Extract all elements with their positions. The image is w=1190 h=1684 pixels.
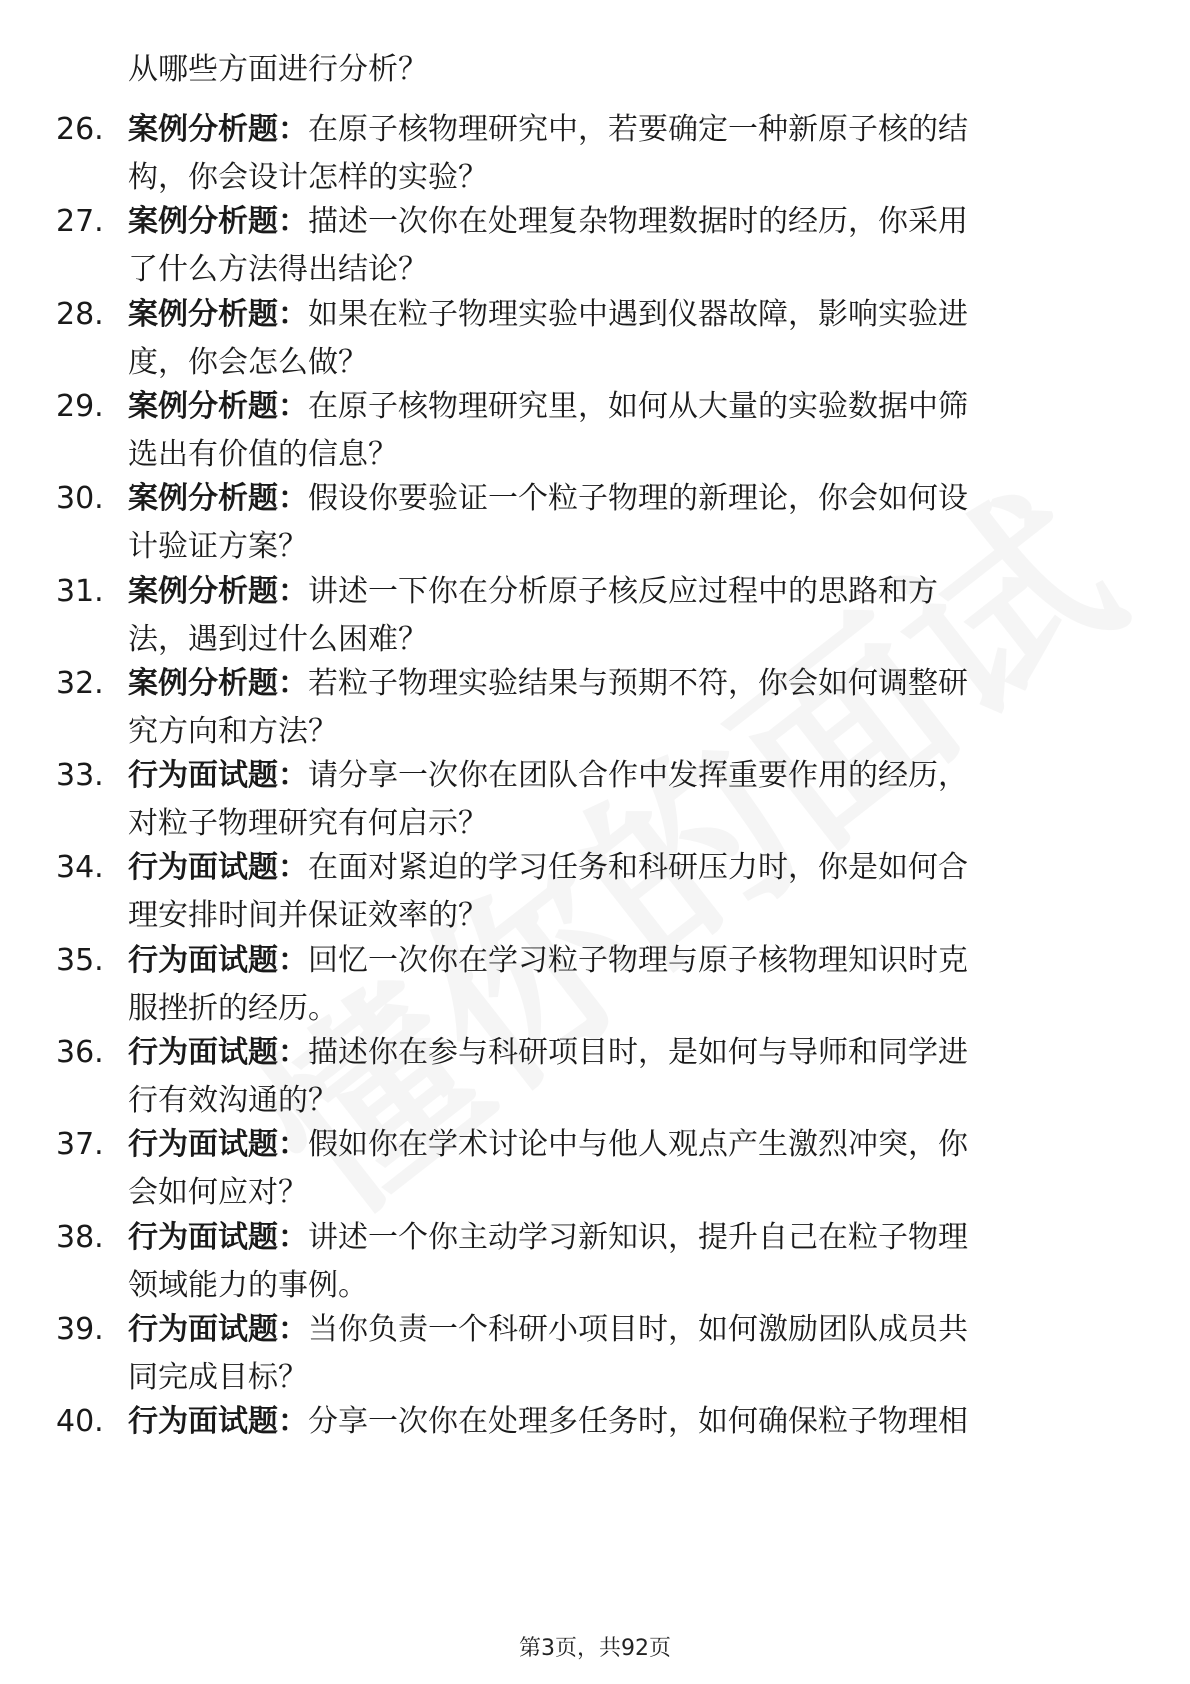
question-text <box>128 848 1128 944</box>
question-text <box>128 387 1128 483</box>
question-number: 28. <box>56 297 104 332</box>
page-footer: 第3页，共92页 <box>519 1636 671 1661</box>
question-text <box>128 1310 1128 1406</box>
question-line-2: 度，你会怎么做？ <box>128 345 368 380</box>
question-number: 36. <box>56 1035 104 1070</box>
question-line-1 <box>128 1125 1128 1173</box>
question-category: 案例分析题： <box>128 481 308 516</box>
question-category: 案例分析题： <box>128 666 308 701</box>
question-line-1 <box>128 1033 1128 1081</box>
question-body-1: 假设你要验证一个粒子物理的新理论，你会如何设 <box>308 481 968 516</box>
question-line-1 <box>128 664 1128 712</box>
question-number: 37. <box>56 1127 104 1162</box>
question-category: 行为面试题： <box>128 850 308 885</box>
question-number: 31. <box>56 574 104 609</box>
question-category: 行为面试题： <box>128 943 308 978</box>
question-text <box>128 1402 1128 1450</box>
question-text <box>128 941 1128 1037</box>
question-category: 案例分析题： <box>128 389 308 424</box>
question-line-2: 行有效沟通的？ <box>128 1083 338 1118</box>
question-category: 行为面试题： <box>128 758 308 793</box>
question-line-2: 对粒子物理研究有何启示？ <box>128 806 488 841</box>
question-line-1 <box>128 295 1128 343</box>
question-body-1: 请分享一次你在团队合作中发挥重要作用的经历， <box>308 758 968 793</box>
question-line-2: 领域能力的事例。 <box>128 1268 368 1303</box>
question-number: 30. <box>56 481 104 516</box>
question-category: 行为面试题： <box>128 1312 308 1347</box>
question-category: 行为面试题： <box>128 1220 308 1255</box>
question-number: 40. <box>56 1404 104 1439</box>
question-text <box>128 664 1128 760</box>
question-line-2: 服挫折的经历。 <box>128 991 338 1026</box>
question-line-1 <box>128 387 1128 435</box>
question-category: 行为面试题： <box>128 1035 308 1070</box>
question-body-1: 若粒子物理实验结果与预期不符，你会如何调整研 <box>308 666 968 701</box>
question-text <box>128 110 1128 206</box>
question-line-2: 了什么方法得出结论？ <box>128 252 428 287</box>
question-line-2: 选出有价值的信息？ <box>128 437 398 472</box>
question-line-2: 法，遇到过什么困难？ <box>128 622 428 657</box>
question-line-2: 会如何应对？ <box>128 1175 308 1210</box>
question-number: 29. <box>56 389 104 424</box>
question-category: 行为面试题： <box>128 1127 308 1162</box>
question-body-1: 如果在粒子物理实验中遇到仪器故障，影响实验进 <box>308 297 968 332</box>
question-line-1 <box>128 848 1128 896</box>
question-body-1: 分享一次你在处理多任务时，如何确保粒子物理相 <box>308 1404 968 1439</box>
question-body-1: 在原子核物理研究中，若要确定一种新原子核的结 <box>308 112 968 147</box>
question-text <box>128 295 1128 391</box>
question-number: 27. <box>56 204 104 239</box>
question-text <box>128 756 1128 852</box>
question-number: 32. <box>56 666 104 701</box>
question-number: 26. <box>56 112 104 147</box>
question-body-1: 讲述一下你在分析原子核反应过程中的思路和方 <box>308 574 938 609</box>
question-line-1 <box>128 572 1128 620</box>
question-body-1: 当你负责一个科研小项目时，如何激励团队成员共 <box>308 1312 968 1347</box>
question-line-1 <box>128 1402 1128 1450</box>
question-text <box>128 1125 1128 1221</box>
question-category: 案例分析题： <box>128 297 308 332</box>
question-text <box>128 1033 1128 1129</box>
question-line-1 <box>128 110 1128 158</box>
question-body-1: 描述一次你在处理复杂物理数据时的经历，你采用 <box>308 204 968 239</box>
question-text <box>128 479 1128 575</box>
question-body-1: 假如你在学术讨论中与他人观点产生激烈冲突，你 <box>308 1127 968 1162</box>
question-category: 案例分析题： <box>128 204 308 239</box>
question-line-2: 究方向和方法？ <box>128 714 338 749</box>
question-line-2: 计验证方案？ <box>128 529 308 564</box>
question-body-1: 回忆一次你在学习粒子物理与原子核物理知识时克 <box>308 943 968 978</box>
question-category: 案例分析题： <box>128 112 308 147</box>
question-text <box>128 202 1128 298</box>
continuation-text: 从哪些方面进行分析？ <box>128 52 428 87</box>
question-body-1: 讲述一个你主动学习新知识，提升自己在粒子物理 <box>308 1220 968 1255</box>
question-text <box>128 1218 1128 1314</box>
question-body-1: 描述你在参与科研项目时，是如何与导师和同学进 <box>308 1035 968 1070</box>
question-line-1 <box>128 479 1128 527</box>
question-number: 33. <box>56 758 104 793</box>
question-body-1: 在原子核物理研究里，如何从大量的实验数据中筛 <box>308 389 968 424</box>
question-number: 35. <box>56 943 104 978</box>
question-number: 38. <box>56 1220 104 1255</box>
question-line-1 <box>128 1218 1128 1266</box>
question-line-2: 理安排时间并保证效率的？ <box>128 898 488 933</box>
question-line-1 <box>128 202 1128 250</box>
question-line-2: 同完成目标？ <box>128 1360 308 1395</box>
question-number: 39. <box>56 1312 104 1347</box>
question-number: 34. <box>56 850 104 885</box>
question-line-1 <box>128 756 1128 804</box>
question-category: 案例分析题： <box>128 574 308 609</box>
question-text <box>128 572 1128 668</box>
question-line-2: 构，你会设计怎样的实验？ <box>128 160 488 195</box>
question-category: 行为面试题： <box>128 1404 308 1439</box>
question-body-1: 在面对紧迫的学习任务和科研压力时，你是如何合 <box>308 850 968 885</box>
question-line-1 <box>128 1310 1128 1358</box>
question-line-1 <box>128 941 1128 989</box>
